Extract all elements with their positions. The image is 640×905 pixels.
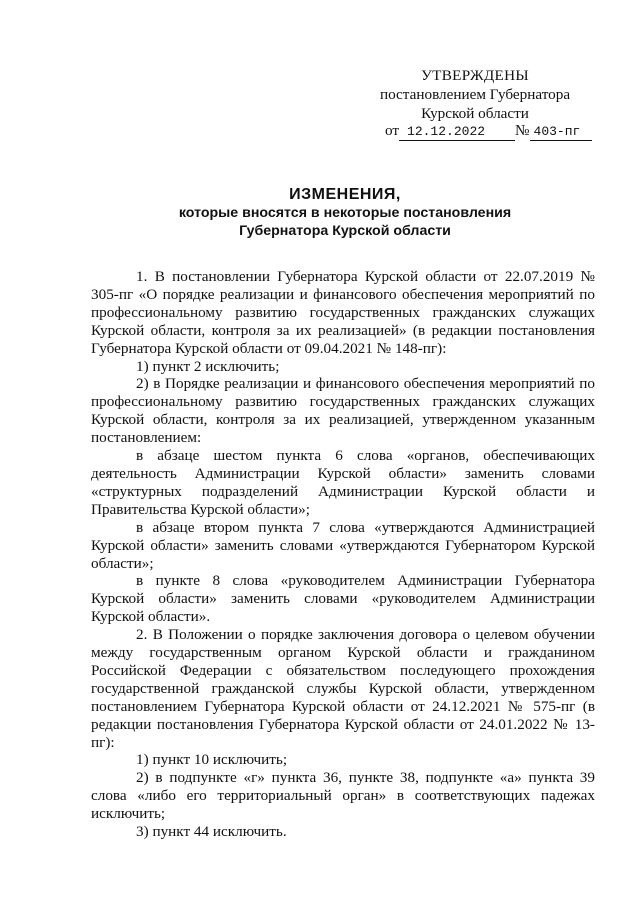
approval-number: 403-пг	[530, 124, 592, 141]
paragraph-1-item-2-a: в абзаце шестом пункта 6 слова «органов, обеспечивающих деятельность Администрации Курской области» заменить словами «структурных подразделений Администрации Курской области и Правительства Курской области»;	[91, 447, 595, 518]
approval-title: УТВЕРЖДЕНЫ	[421, 67, 529, 84]
number-label: №	[515, 122, 530, 139]
document-heading	[60, 185, 630, 240]
from-label: от	[385, 122, 400, 139]
paragraph-2-item-1: 1) пункт 10 исключить;	[136, 751, 288, 769]
heading-title: ИЗМЕНЕНИЯ,	[289, 186, 401, 203]
paragraph-2-item-3: 3) пункт 44 исключить.	[136, 823, 287, 841]
approval-date: 12.12.2022	[399, 124, 515, 141]
approval-stamp	[370, 66, 580, 123]
paragraph-1-item-1: 1) пункт 2 исключить;	[136, 357, 280, 375]
approval-line-2: Курской области	[421, 105, 529, 122]
paragraph-1-item-2-b: в абзаце втором пункта 7 слова «утверждаются Администрацией Курской области» заменить словами «утверждаются Губернатором Курской области»;	[91, 518, 595, 572]
document-body	[91, 268, 595, 841]
paragraph-1: 1. В постановлении Губернатора Курской области от 22.07.2019 № 305-пг «О порядке реализации и финансового обеспечения мероприятий по профессиональному развитию государственных гражданских служащих Курской области, контроля за их реализацией» (в редакции постановления Губернатора Курской области от 09.04.2021 № 148-пг):	[91, 268, 595, 357]
paragraph-1-item-2: 2) в Порядке реализации и финансового обеспечения мероприятий по профессиональному развитию государственных гражданских служащих Курской области, контроля за их реализацией, утвержденном указанным постановлением:	[91, 375, 595, 447]
heading-line-1: которые вносятся в некоторые постановления	[178, 205, 512, 221]
heading-line-2: Губернатора Курской области	[239, 223, 451, 239]
approval-date-number-line	[385, 121, 592, 141]
approval-line-1: постановлением Губернатора	[379, 86, 571, 103]
paragraph-2: 2. В Положении о порядке заключения договора о целевом обучении между государственным органом Курской области и гражданином Российской Федерации с обязательством последующего прохождения государственной гражданской службы Курской области, утвержденном постановлением Губернатора Курской области от 24.12.2021 № 575-пг (в редакции постановления Губернатора Курской области от 24.01.2022 № 13-пг):	[91, 626, 595, 751]
paragraph-1-item-2-c: в пункте 8 слова «руководителем Администрации Губернатора Курской области» заменить словами «руководителем Администрации Курской области».	[91, 572, 595, 626]
paragraph-2-item-2: 2) в подпункте «г» пункта 36, пункте 38, подпункте «а» пункта 39 слова «либо его территориальный орган» в соответствующих падежах исключить;	[91, 769, 595, 823]
